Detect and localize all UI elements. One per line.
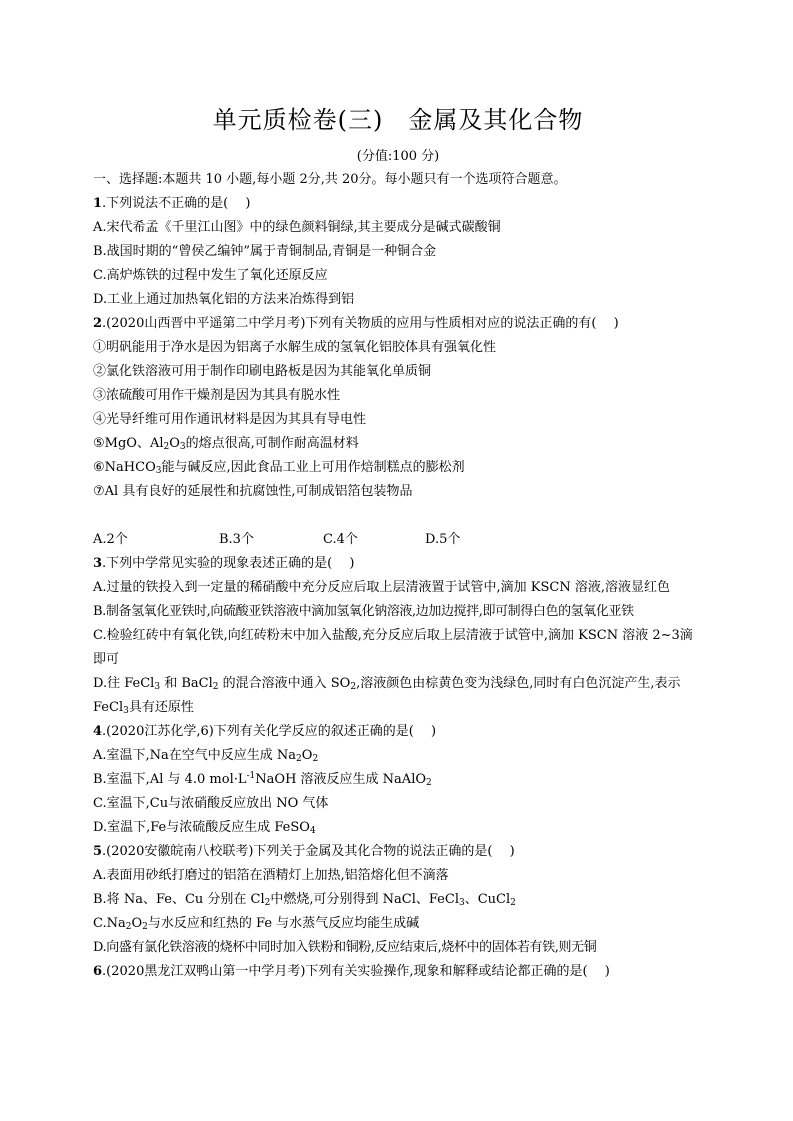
question-1-option-a: A.宋代希孟《千里江山图》中的绿色颜料铜绿,其主要成分是碱式碳酸铜	[93, 220, 501, 235]
question-4-option-a: A.室温下,Na在空气中反应生成 $Na_2O_2$	[93, 748, 319, 764]
question-2-option-b: B.3个	[219, 532, 254, 547]
spacer	[93, 504, 703, 528]
question-1-option-d: D.工业上通过加热氧化铝的方法来冶炼得到铝	[93, 292, 355, 307]
question-2-item-4: ④光导纤维可用作通讯材料是因为其具有导电性	[93, 412, 367, 427]
question-4-option-d: D.室温下,Fe与浓硫酸反应生成 FeSO$_4$	[93, 820, 316, 836]
question-2-option-c: C.4个	[323, 532, 358, 547]
question-4-option-b: B.室温下,Al 与 4.0 $mol\cdot L^{-1}NaOH$ 溶液反应生成 NaAlO$_2$	[93, 771, 432, 788]
question-3-option-b: B.制备氢氧化亚铁时,向硫酸亚铁溶液中滴加氢氧化钠溶液,边加边搅拌,即可制得白色的氢氧化亚铁	[93, 604, 634, 619]
question-5-option-b: B.将 Na、Fe、Cu 分别在 $Cl_2$中燃烧,可分别得到 NaCl、FeCl$_3$、CuCl$_2$	[93, 892, 516, 908]
question-3-option-d: D.往 FeCl$_3$ 和 BaCl$_2$ 的混合溶液中通入 $SO_2$,溶液颜色由棕黄色变为浅绿色,同时有白色沉淀产生,表示 FeCl$_3$具有还原性	[93, 676, 681, 716]
question-2-item-1: ①明矾能用于净水是因为铝离子水解生成的氢氧化铝胶体具有强氧化性	[93, 340, 497, 355]
question-1-stem: 1.下列说法不正确的是( )	[93, 196, 251, 211]
page-title: 单元质检卷(三) 金属及其化合物	[212, 106, 584, 134]
question-1-option-c: C.高炉炼铁的过程中发生了氧化还原反应	[93, 268, 328, 283]
question-2-item-7: ⑦Al 具有良好的延展性和抗腐蚀性,可制成铝箔包装物品	[93, 484, 413, 499]
question-3-option-c: C.检验红砖中有氧化铁,向红砖粉末中加入盐酸,充分反应后取上层清液于试管中,滴加 KSCN 溶液 2~3滴即可	[93, 628, 693, 667]
question-2-options	[93, 528, 703, 552]
question-2-item-5: ⑤MgO、$Al_2O_3$的熔点很高,可制作耐高温材料	[93, 436, 359, 452]
question-5-stem: 5.(2020安徽皖南八校联考)下列关于金属及其化合物的说法正确的是( )	[93, 844, 515, 859]
question-4-stem: 4.(2020江苏化学,6)下列有关化学反应的叙述正确的是( )	[93, 724, 437, 739]
question-2-item-6: ⑥NaHCO$_3$能与碱反应,因此食品工业上可用作焙制糕点的膨松剂	[93, 460, 465, 476]
score-note: (分值:100 分)	[356, 149, 440, 164]
question-2-item-2: ②氯化铁溶液可用于制作印刷电路板是因为其能氧化单质铜	[93, 364, 432, 379]
question-5-option-d: D.向盛有氯化铁溶液的烧杯中同时加入铁粉和铜粉,反应结束后,烧杯中的固体若有铁,则无铜	[93, 940, 597, 955]
question-2-item-3: ③浓硫酸可用作干燥剂是因为其具有脱水性	[93, 388, 341, 403]
question-3-stem: 3.下列中学常见实验的现象表述正确的是( )	[93, 556, 355, 571]
question-1-option-b: B.战国时期的“曾侯乙编钟”属于青铜制品,青铜是一种铜合金	[93, 244, 437, 259]
question-3-option-a: A.过量的铁投入到一定量的稀硝酸中充分反应后取上层清液置于试管中,滴加 KSCN 溶液,溶液显红色	[93, 580, 670, 595]
question-6-stem: 6.(2020黑龙江双鸭山第一中学月考)下列有关实验操作,现象和解释或结论都正确的是( )	[93, 964, 610, 979]
question-2-option-d: D.5个	[425, 532, 461, 547]
question-4-option-c: C.室温下,Cu与浓硝酸反应放出 NO 气体	[93, 796, 329, 811]
question-5-option-c: $C.Na_2O_2$与水反应和红热的 Fe 与水蒸气反应均能生成碱	[93, 916, 420, 932]
question-5-option-a: A.表面用砂纸打磨过的铝箔在酒精灯上加热,铝箔熔化但不滴落	[93, 868, 449, 883]
section-heading: 一、选择题:本题共 10 小题,每小题 2分,共 20分。每小题只有一个选项符合题意。	[93, 172, 567, 187]
question-2-stem: 2.(2020山西晋中平遥第二中学月考)下列有关物质的应用与性质相对应的说法正确的有( )	[93, 316, 619, 331]
exam-page	[93, 100, 703, 984]
question-2-option-a: A.2个	[93, 532, 128, 547]
